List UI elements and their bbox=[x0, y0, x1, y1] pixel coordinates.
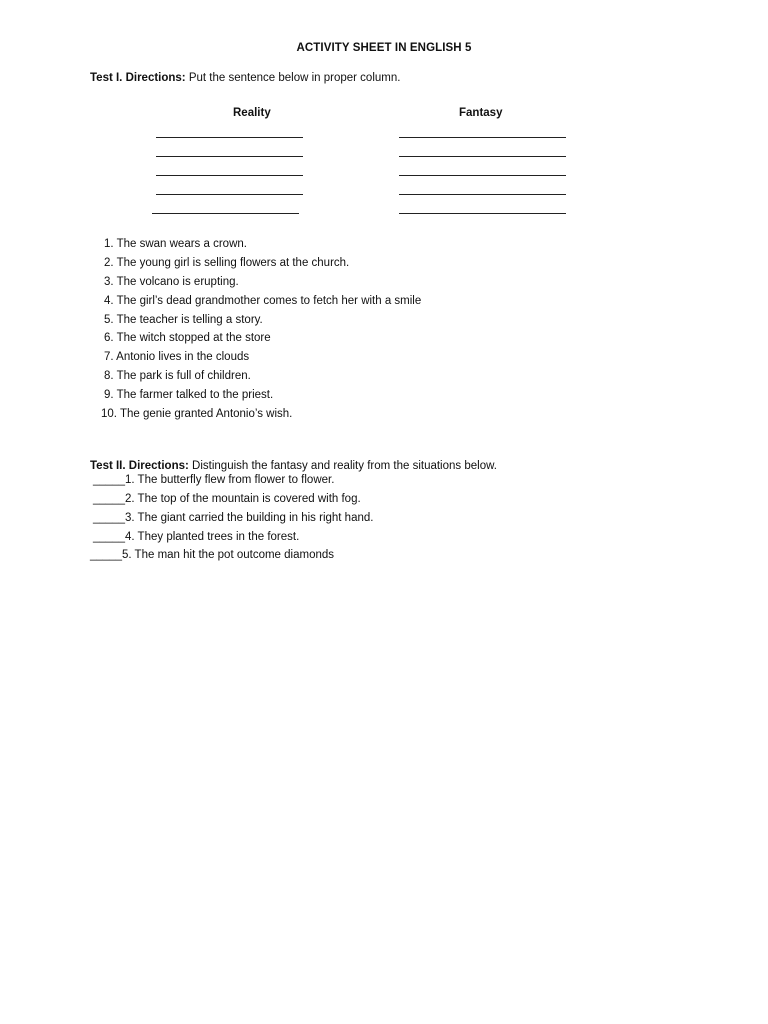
list-item: 10. The genie granted Antonio’s wish. bbox=[101, 408, 293, 420]
fantasy-answer-line[interactable] bbox=[399, 137, 566, 138]
reality-answer-line[interactable] bbox=[152, 213, 299, 214]
fantasy-column-header: Fantasy bbox=[459, 107, 503, 119]
test1-directions-label: Test I. Directions: bbox=[90, 72, 186, 84]
list-item: _____5. The man hit the pot outcome diamonds bbox=[90, 549, 335, 561]
list-item: _____3. The giant carried the building in his right hand. bbox=[93, 512, 374, 524]
fantasy-answer-line[interactable] bbox=[399, 175, 566, 176]
list-item: 9. The farmer talked to the priest. bbox=[104, 389, 274, 401]
list-item: 5. The teacher is telling a story. bbox=[104, 314, 263, 326]
test2-directions-text: Distinguish the fantasy and reality from the situations below. bbox=[188, 460, 497, 472]
reality-column-header: Reality bbox=[233, 107, 271, 119]
test2-directions-label: Test II. Directions: bbox=[90, 460, 189, 472]
list-item: 2. The young girl is selling flowers at the church. bbox=[104, 257, 350, 269]
list-item: 8. The park is full of children. bbox=[104, 370, 251, 382]
test1-directions bbox=[90, 72, 400, 84]
reality-answer-line[interactable] bbox=[156, 194, 303, 195]
list-item: 7. Antonio lives in the clouds bbox=[104, 351, 250, 363]
fantasy-answer-line[interactable] bbox=[399, 194, 566, 195]
list-item: 6. The witch stopped at the store bbox=[104, 332, 271, 344]
list-item: _____1. The butterfly flew from flower to flower. bbox=[93, 474, 335, 486]
fantasy-answer-line[interactable] bbox=[399, 213, 566, 214]
page-title: ACTIVITY SHEET IN ENGLISH 5 bbox=[296, 42, 472, 54]
test2-directions bbox=[90, 460, 497, 472]
reality-answer-line[interactable] bbox=[156, 175, 303, 176]
reality-answer-line[interactable] bbox=[156, 156, 303, 157]
list-item: 3. The volcano is erupting. bbox=[104, 276, 239, 288]
test1-directions-text: Put the sentence below in proper column. bbox=[185, 72, 401, 84]
reality-answer-line[interactable] bbox=[156, 137, 303, 138]
list-item: 1. The swan wears a crown. bbox=[104, 238, 247, 250]
fantasy-answer-line[interactable] bbox=[399, 156, 566, 157]
list-item: _____2. The top of the mountain is covered with fog. bbox=[93, 493, 361, 505]
list-item: 4. The girl’s dead grandmother comes to fetch her with a smile bbox=[104, 295, 422, 307]
list-item: _____4. They planted trees in the forest. bbox=[93, 531, 300, 543]
